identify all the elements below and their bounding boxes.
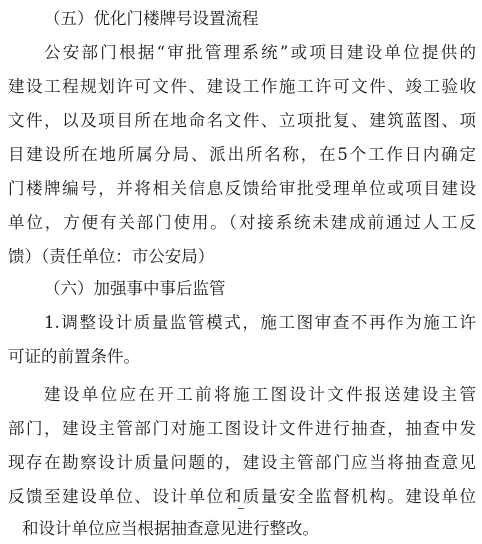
- section-5-line-1: 公安部门根据“审批管理系统”或项目建设单位提供的: [44, 43, 476, 62]
- section-5-line-2: 建设工程规划许可文件、建设工作施工许可文件、竣工验收: [8, 77, 476, 96]
- paragraph-2-line-2: 部门，建设主管部门对施工图设计文件进行抽查，抽查中发: [8, 419, 476, 438]
- paragraph-2-line-1: 建设单位应在开工前将施工图设计文件报送建设主管: [44, 385, 476, 404]
- paragraph-2-line-4: 反馈至建设单位、设计单位和质量安全监督机构。建设单位: [8, 487, 476, 506]
- page-divider-mark: [238, 508, 244, 509]
- section-5-line-7: 馈）（责任单位：市公安局）: [8, 247, 215, 266]
- section-6-heading: （六）加强事中事后监管: [44, 279, 226, 298]
- section-5-line-6: 单位，方便有关部门使用。（对接系统未建成前通过人工反: [8, 213, 476, 232]
- section-5-line-5: 门楼牌编号，并将相关信息反馈给审批受理单位或项目建设: [8, 179, 476, 198]
- section-5-line-3: 文件，以及项目所在地命名文件、立项批复、建筑蓝图、项: [8, 111, 476, 130]
- section-5-line-4: 目建设所在地所属分局、派出所名称，在5个工作日内确定: [8, 145, 476, 164]
- paragraph-2-line-3: 现存在勘察设计质量问题的，建设主管部门应当将抽查意见: [8, 453, 476, 472]
- continuation-line: 和设计单位应当根据抽查意见进行整改。: [22, 519, 319, 538]
- item-1-line-2: 可证的前置条件。: [8, 347, 140, 366]
- item-1-line-1: 1.调整设计质量监管模式，施工图审查不再作为施工许: [44, 313, 476, 332]
- section-5-heading: （五）优化门楼牌号设置流程: [44, 9, 259, 28]
